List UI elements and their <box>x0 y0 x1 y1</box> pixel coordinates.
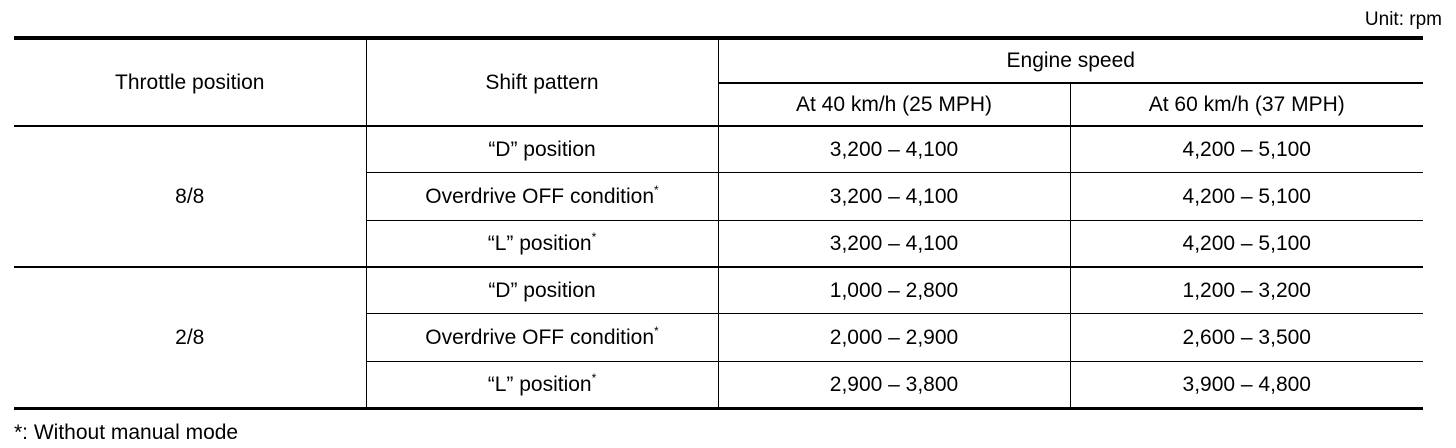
speed-60-cell: 1,200 – 3,200 <box>1070 267 1423 314</box>
speed-40-cell: 2,900 – 3,800 <box>718 362 1070 409</box>
header-at-40-kmh: At 40 km/h (25 MPH) <box>718 83 1070 126</box>
shift-pattern-cell: Overdrive OFF condition* <box>366 314 718 362</box>
header-throttle-position: Throttle position <box>14 38 366 126</box>
speed-60-cell: 4,200 – 5,100 <box>1070 173 1423 221</box>
engine-speed-table <box>14 36 1423 410</box>
speed-40-cell: 1,000 – 2,800 <box>718 267 1070 314</box>
speed-40-cell: 2,000 – 2,900 <box>718 314 1070 362</box>
shift-pattern-cell: “D” position <box>366 126 718 173</box>
speed-60-cell: 4,200 – 5,100 <box>1070 126 1423 173</box>
throttle-cell: 8/8 <box>14 126 366 267</box>
unit-label: Unit: rpm <box>1364 9 1442 30</box>
header-at-60-kmh: At 60 km/h (37 MPH) <box>1070 83 1423 126</box>
shift-pattern-cell: “L” position* <box>366 221 718 268</box>
shift-pattern-cell: “D” position <box>366 267 718 314</box>
speed-60-cell: 4,200 – 5,100 <box>1070 221 1423 268</box>
header-shift-pattern: Shift pattern <box>366 38 718 126</box>
table-row <box>14 126 1423 173</box>
speed-60-cell: 3,900 – 4,800 <box>1182 372 1311 396</box>
speed-40-cell: 3,200 – 4,100 <box>718 173 1070 221</box>
speed-40-cell: 3,200 – 4,100 <box>718 221 1070 268</box>
footnote: *: Without manual mode <box>14 421 239 444</box>
speed-40-cell: 3,200 – 4,100 <box>718 126 1070 173</box>
shift-pattern-cell: Overdrive OFF condition* <box>366 173 718 221</box>
header-engine-speed: Engine speed <box>718 38 1423 83</box>
speed-60-cell: 2,600 – 3,500 <box>1070 314 1423 362</box>
throttle-cell: 2/8 <box>14 267 366 409</box>
shift-pattern-cell: “L” position* <box>366 362 718 409</box>
table-row <box>14 267 1423 314</box>
